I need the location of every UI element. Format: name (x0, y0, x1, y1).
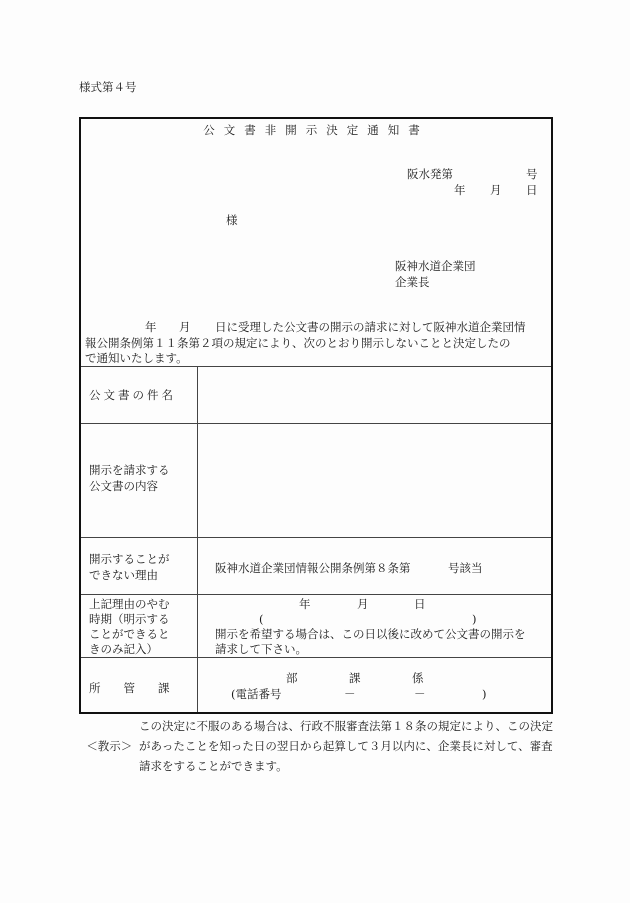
period-note-2: 請求して下さい。 (215, 642, 307, 656)
divider (81, 657, 551, 658)
section: 課 (349, 671, 361, 685)
label-reason-2: できない理由 (89, 568, 158, 582)
label-period-3: ことができると (89, 627, 170, 641)
label-responsible-dept: 所 管 課 (89, 681, 170, 695)
notice-form (79, 117, 553, 714)
dept: 部 (286, 671, 298, 685)
issuer-title: 企業長 (395, 275, 430, 289)
intro-month: 月 (179, 320, 191, 334)
unit: 係 (412, 671, 424, 685)
period-note-1: 開示を希望する場合は、この日以後に改めて公文書の開示を (215, 627, 526, 641)
recipient-honorific: 様 (226, 213, 238, 227)
divider (81, 537, 551, 538)
label-period-1: 上記理由のやむ (89, 597, 170, 611)
issue-day: 日 (526, 183, 538, 197)
issue-month: 月 (490, 183, 502, 197)
divider (81, 366, 551, 367)
document-title: 公文書非開示決定通知書 (203, 123, 429, 137)
label-period-2: 時期（明示する (89, 612, 170, 626)
column-divider (197, 366, 198, 712)
phone-dash-2: － (414, 687, 426, 701)
issuer-org: 阪神水道企業団 (395, 259, 476, 273)
label-reason-1: 開示することが (89, 552, 170, 566)
form-number: 様式第４号 (79, 80, 137, 94)
intro-line1: 日に受理した公文書の開示の請求に対して阪神水道企業団情 (215, 320, 526, 334)
doc-number-prefix: 阪水発第 (407, 167, 453, 181)
label-period-4: きのみ記入） (89, 642, 158, 656)
notice-text: この決定に不服のある場合は、行政不服審査法第１８条の規定により、この決定があったことを知った日の翌日から起算して３月以内に、企業長に対して、審査請求をすることができます。 (139, 719, 553, 773)
instruction-notice (79, 716, 553, 776)
divider (81, 423, 551, 424)
period-day: 日 (414, 597, 426, 611)
label-requested-content-1: 開示を請求する (89, 463, 170, 477)
intro-line2: 報公開条例第１１条第２項の規定により、次のとおり開示しないことと決定したの (85, 336, 511, 350)
paren-open: ( (259, 612, 264, 626)
paren-close: ) (472, 612, 477, 626)
divider (81, 594, 551, 595)
reason-suffix: 号該当 (448, 561, 483, 575)
phone-close: ) (482, 687, 487, 701)
intro-line3: で通知いたします。 (85, 351, 188, 365)
phone-dash-1: － (344, 687, 356, 701)
label-document-subject: 公文書の件名 (89, 388, 176, 402)
phone-label: (電話番号 (231, 687, 282, 701)
reason-prefix: 阪神水道企業団情報公開条例第８条第 (215, 561, 411, 575)
label-requested-content-2: 公文書の内容 (89, 479, 158, 493)
period-year: 年 (299, 597, 311, 611)
doc-number-suffix: 号 (526, 167, 538, 181)
period-month: 月 (357, 597, 369, 611)
notice-label: ＜教示＞ (86, 739, 133, 753)
issue-year: 年 (454, 183, 466, 197)
intro-year: 年 (145, 320, 157, 334)
